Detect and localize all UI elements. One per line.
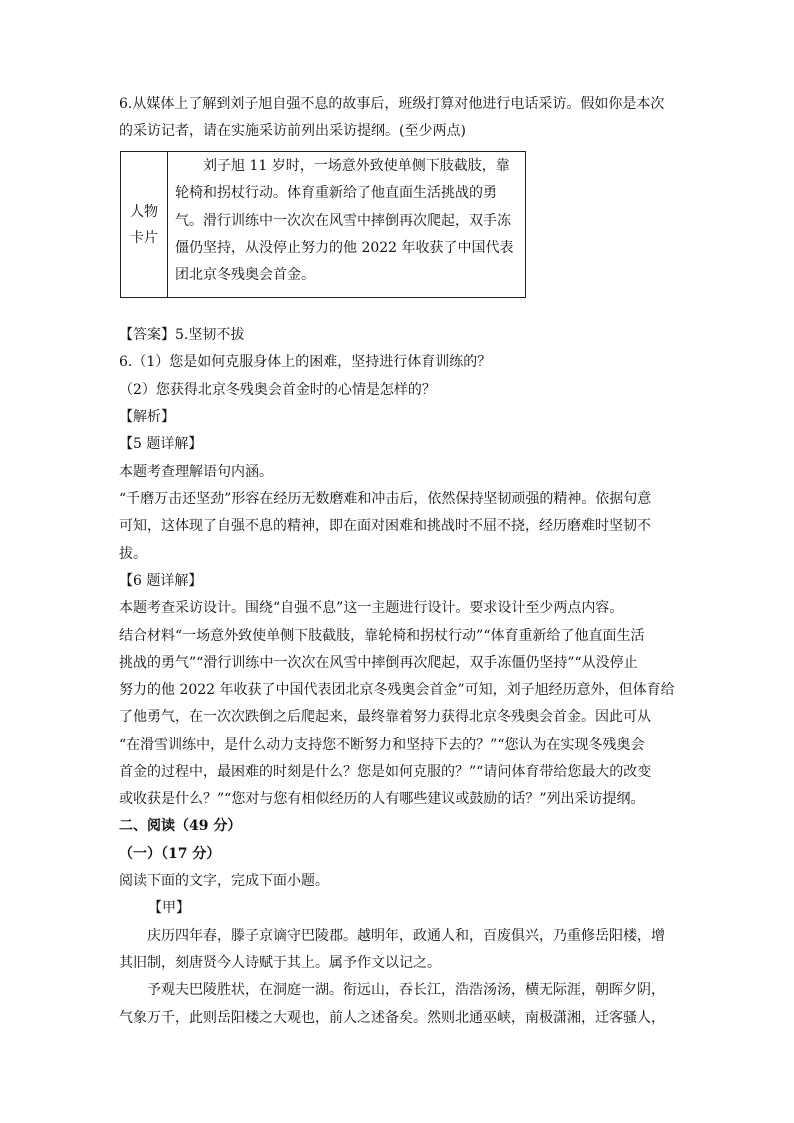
q6-line: 结合材料“一场意外致使单侧下肢截肢，靠轮椅和拐杖行动”“体育重新给了他直面生活 bbox=[119, 628, 645, 644]
profile-card-line: 刘子旭 11 岁时，一场意外致使单侧下肢截肢，靠 bbox=[203, 158, 510, 174]
profile-card-content bbox=[168, 152, 526, 298]
passage-line: 气象万千，此则岳阳楼之大观也，前人之述备矣。然则北通巫峡，南极潇湘，迁客骚人， bbox=[119, 1010, 665, 1026]
passage-label: 【甲】 bbox=[148, 900, 190, 916]
profile-card-label bbox=[121, 152, 168, 298]
passage-line: 庆历四年春，滕子京谪守巴陵郡。越明年，政通人和，百废俱兴，乃重修岳阳楼，增 bbox=[147, 928, 665, 944]
profile-card-line: 团北京冬残奥会首金。 bbox=[175, 267, 315, 283]
section-2-sub-heading: （一）（17 分） bbox=[119, 846, 221, 862]
passage-line: 予观夫巴陵胜状，在洞庭一湖。衔远山，吞长江，浩浩汤汤，横无际涯，朝晖夕阴， bbox=[147, 982, 665, 998]
q6-line: 或收获是什么？”“您对与您有相似经历的人有哪些建议或鼓励的话？”列出采访提纲。 bbox=[119, 791, 645, 807]
q5-line: 本题考查理解语句内涵。 bbox=[119, 464, 273, 480]
q6-line: 了他勇气，在一次次跌倒之后爬起来，最终靠着努力获得北京冬残奥会首金。因此可从 bbox=[119, 709, 651, 725]
question-6-line-2: 的采访记者，请在实施采访前列出采访提纲。(至少两点) bbox=[119, 123, 466, 139]
question-6-line-1: 6.从媒体上了解到刘子旭自强不息的故事后，班级打算对他进行电话采访。假如你是本次 bbox=[119, 96, 665, 112]
q5-line: “千磨万击还坚劲”形容在经历无数磨难和冲击后，依然保持坚韧顽强的精神。依据句意 bbox=[119, 491, 652, 507]
q6-heading: 【6 题详解】 bbox=[119, 573, 203, 589]
q6-line: 首金的过程中，最困难的时刻是什么？您是如何克服的？”“请问体育带给您最大的改变 bbox=[119, 764, 652, 780]
profile-card-line: 僵仍坚持，从没停止努力的他 2022 年收获了中国代表 bbox=[175, 240, 514, 256]
reading-instruction: 阅读下面的文字，完成下面小题。 bbox=[119, 873, 329, 889]
answer-line-2: 6.（1）您是如何克服身体上的困难，坚持进行体育训练的？ bbox=[119, 354, 492, 370]
profile-card-label-line-2: 卡片 bbox=[130, 229, 158, 246]
answer-line-1: 【答案】5.坚韧不拔 bbox=[119, 327, 245, 343]
profile-card-line: 轮椅和拐杖行动。体育重新给了他直面生活挑战的勇 bbox=[175, 185, 497, 201]
q5-heading: 【5 题详解】 bbox=[119, 436, 203, 452]
profile-card-line: 气。滑行训练中一次次在风雪中摔倒再次爬起，双手冻 bbox=[175, 213, 511, 229]
answer-line-3: （2）您获得北京冬残奥会首金时的心情是怎样的？ bbox=[119, 382, 436, 398]
section-2-heading: 二、阅读（49 分） bbox=[119, 818, 242, 834]
profile-card-label-line-1: 人物 bbox=[130, 203, 158, 220]
q5-line: 拔。 bbox=[119, 546, 147, 562]
q6-line: “在滑雪训练中，是什么动力支持您不断努力和坚持下去的？”“您认为在实现冬残奥会 bbox=[119, 737, 645, 753]
q6-line: 本题考查采访设计。围绕“自强不息”这一主题进行设计。要求设计至少两点内容。 bbox=[119, 600, 624, 616]
q5-line: 可知，这体现了自强不息的精神，即在面对困难和挑战时不屈不挠，经历磨难时坚韧不 bbox=[119, 518, 651, 534]
profile-card-table bbox=[120, 151, 526, 298]
analysis-heading: 【解析】 bbox=[119, 409, 175, 425]
passage-line: 其旧制，刻唐贤今人诗赋于其上。属予作文以记之。 bbox=[119, 955, 441, 971]
q6-line: 挑战的勇气”“滑行训练中一次次在风雪中摔倒再次爬起，双手冻僵仍坚持”“从没停止 bbox=[119, 655, 638, 671]
q6-line: 努力的他 2022 年收获了中国代表团北京冬残奥会首金”可知，刘子旭经历意外，但体育给 bbox=[119, 682, 675, 698]
